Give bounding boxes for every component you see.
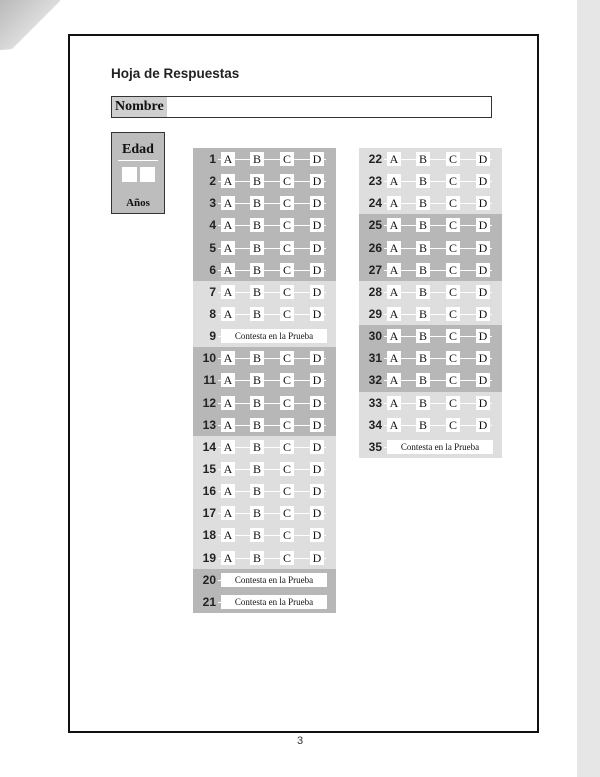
answer-option-c[interactable]: C (280, 484, 294, 498)
question-row (193, 237, 336, 259)
answer-option-c[interactable]: C (280, 351, 294, 365)
answer-option-d[interactable]: D (310, 462, 324, 476)
answer-option-b[interactable]: B (250, 152, 264, 166)
answer-option-b[interactable]: B (416, 396, 430, 410)
question-number: 2 (209, 174, 216, 189)
years-label: Años (126, 197, 150, 209)
answer-option-b[interactable]: B (416, 218, 430, 232)
question-row (193, 347, 336, 369)
answer-option-b[interactable]: B (250, 263, 264, 277)
question-number: 11 (203, 373, 216, 388)
answer-option-c[interactable]: C (280, 528, 294, 542)
answer-option-c[interactable]: C (446, 307, 460, 321)
question-row (193, 325, 336, 347)
question-row (359, 369, 502, 391)
answer-option-a[interactable]: A (221, 285, 235, 299)
question-row (193, 148, 336, 170)
answer-option-a[interactable]: A (387, 351, 401, 365)
answer-option-c[interactable]: C (446, 285, 460, 299)
answer-column-right (359, 148, 502, 458)
question-number: 35 (368, 439, 382, 454)
question-row (193, 591, 336, 613)
answer-option-d[interactable]: D (476, 329, 490, 343)
answer-option-b[interactable]: B (250, 551, 264, 565)
question-number: 26 (368, 240, 382, 255)
answer-option-d[interactable]: D (310, 263, 324, 277)
question-row (193, 214, 336, 236)
answer-option-c[interactable]: C (446, 196, 460, 210)
answer-option-b[interactable]: B (416, 418, 430, 432)
answer-option-a[interactable]: A (221, 551, 235, 565)
answer-option-c[interactable]: C (280, 551, 294, 565)
answer-option-b[interactable]: B (416, 373, 430, 387)
answer-option-a[interactable]: A (387, 196, 401, 210)
question-number: 8 (209, 306, 216, 321)
page-number: 3 (296, 735, 304, 747)
question-number: 20 (202, 572, 216, 587)
question-number: 12 (202, 395, 216, 410)
answer-option-c[interactable]: C (446, 218, 460, 232)
question-number: 23 (368, 174, 382, 189)
text-answer-label: Contesta en la Prueba (221, 573, 327, 587)
question-number: 14 (202, 439, 216, 454)
answer-option-c[interactable]: C (280, 263, 294, 277)
question-number: 5 (209, 240, 216, 255)
answer-option-c[interactable]: C (280, 396, 294, 410)
age-divider (118, 160, 158, 161)
question-number: 21 (202, 594, 216, 609)
answer-option-a[interactable]: A (221, 418, 235, 432)
answer-option-b[interactable]: B (250, 484, 264, 498)
answer-option-a[interactable]: A (387, 373, 401, 387)
answer-option-b[interactable]: B (416, 329, 430, 343)
answer-option-a[interactable]: A (221, 196, 235, 210)
answer-option-d[interactable]: D (310, 396, 324, 410)
answer-option-b[interactable]: B (250, 174, 264, 188)
answer-option-c[interactable]: C (446, 373, 460, 387)
question-number: 32 (368, 373, 382, 388)
question-number: 34 (368, 417, 382, 432)
answer-option-b[interactable]: B (250, 418, 264, 432)
answer-option-d[interactable]: D (476, 174, 490, 188)
answer-option-a[interactable]: A (221, 263, 235, 277)
answer-option-d[interactable]: D (310, 196, 324, 210)
answer-option-a[interactable]: A (221, 241, 235, 255)
answer-option-c[interactable]: C (446, 418, 460, 432)
question-number: 13 (202, 417, 216, 432)
question-row (193, 414, 336, 436)
answer-option-b[interactable]: B (250, 440, 264, 454)
question-row (193, 192, 336, 214)
answer-option-c[interactable]: C (280, 285, 294, 299)
question-number: 7 (209, 284, 216, 299)
question-number: 25 (368, 218, 382, 233)
question-row (359, 347, 502, 369)
answer-option-a[interactable]: A (221, 396, 235, 410)
question-row (359, 192, 502, 214)
answer-option-d[interactable]: D (310, 307, 324, 321)
answer-option-d[interactable]: D (310, 418, 324, 432)
question-row (193, 303, 336, 325)
question-number: 31 (368, 351, 382, 366)
answer-option-a[interactable]: A (387, 218, 401, 232)
name-label: Nombre (112, 97, 167, 117)
answer-option-d[interactable]: D (476, 351, 490, 365)
scrollbar-track[interactable] (577, 0, 600, 777)
answer-option-d[interactable]: D (310, 152, 324, 166)
answer-option-a[interactable]: A (387, 241, 401, 255)
answer-option-b[interactable]: B (416, 196, 430, 210)
answer-option-c[interactable]: C (280, 462, 294, 476)
question-row (193, 259, 336, 281)
question-row (193, 458, 336, 480)
answer-option-a[interactable]: A (387, 307, 401, 321)
answer-option-c[interactable]: C (280, 218, 294, 232)
answer-option-b[interactable]: B (250, 528, 264, 542)
answer-option-a[interactable]: A (221, 462, 235, 476)
answer-option-d[interactable]: D (476, 263, 490, 277)
question-number: 4 (209, 218, 216, 233)
text-answer-label: Contesta en la Prueba (221, 329, 327, 343)
answer-option-a[interactable]: A (221, 307, 235, 321)
answer-option-c[interactable]: C (446, 329, 460, 343)
answer-option-b[interactable]: B (416, 263, 430, 277)
answer-option-c[interactable]: C (280, 373, 294, 387)
text-answer-label: Contesta en la Prueba (221, 595, 327, 609)
answer-option-d[interactable]: D (310, 351, 324, 365)
question-row (193, 502, 336, 524)
question-number: 10 (202, 351, 216, 366)
answer-option-c[interactable]: C (280, 506, 294, 520)
answer-option-b[interactable]: B (250, 506, 264, 520)
answer-option-c[interactable]: C (446, 351, 460, 365)
answer-option-d[interactable]: D (310, 174, 324, 188)
question-row (359, 325, 502, 347)
question-number: 9 (209, 329, 216, 344)
answer-option-c[interactable]: C (446, 174, 460, 188)
answer-option-c[interactable]: C (446, 152, 460, 166)
answer-option-a[interactable]: A (221, 484, 235, 498)
answer-option-d[interactable]: D (476, 241, 490, 255)
question-row (359, 259, 502, 281)
question-row (359, 214, 502, 236)
answer-option-a[interactable]: A (387, 174, 401, 188)
question-number: 15 (202, 461, 216, 476)
answer-option-c[interactable]: C (446, 241, 460, 255)
question-row (193, 436, 336, 458)
answer-option-b[interactable]: B (416, 307, 430, 321)
answer-option-b[interactable]: B (416, 152, 430, 166)
answer-option-d[interactable]: D (476, 418, 490, 432)
question-number: 6 (209, 262, 216, 277)
answer-option-d[interactable]: D (310, 285, 324, 299)
question-row (193, 547, 336, 569)
text-answer-label: Contesta en la Prueba (387, 440, 493, 454)
answer-option-b[interactable]: B (250, 307, 264, 321)
answer-option-c[interactable]: C (280, 174, 294, 188)
question-number: 33 (368, 395, 382, 410)
age-digit-1-input[interactable] (122, 167, 137, 182)
answer-option-b[interactable]: B (416, 351, 430, 365)
question-row (193, 569, 336, 591)
answer-option-d[interactable]: D (476, 307, 490, 321)
question-row (359, 436, 502, 458)
question-row (359, 281, 502, 303)
name-field[interactable] (111, 96, 492, 118)
question-number: 17 (202, 506, 216, 521)
answer-option-d[interactable]: D (476, 373, 490, 387)
answer-option-c[interactable]: C (446, 263, 460, 277)
answer-option-b[interactable]: B (250, 285, 264, 299)
age-label: Edad (122, 142, 154, 157)
answer-option-c[interactable]: C (280, 440, 294, 454)
question-number: 3 (209, 196, 216, 211)
answer-option-b[interactable]: B (416, 241, 430, 255)
question-number: 30 (368, 329, 382, 344)
answer-option-c[interactable]: C (280, 418, 294, 432)
answer-option-b[interactable]: B (250, 196, 264, 210)
answer-option-d[interactable]: D (310, 218, 324, 232)
answer-option-d[interactable]: D (310, 528, 324, 542)
question-row (359, 148, 502, 170)
answer-option-d[interactable]: D (310, 373, 324, 387)
age-digit-2-input[interactable] (140, 167, 155, 182)
question-number: 16 (202, 484, 216, 499)
question-number: 1 (209, 152, 216, 166)
question-row (193, 281, 336, 303)
answer-option-b[interactable]: B (416, 174, 430, 188)
question-number: 29 (368, 306, 382, 321)
question-row (359, 414, 502, 436)
answer-option-b[interactable]: B (250, 462, 264, 476)
answer-option-d[interactable]: D (310, 551, 324, 565)
answer-option-d[interactable]: D (310, 484, 324, 498)
answer-option-a[interactable]: A (221, 373, 235, 387)
answer-option-a[interactable]: A (387, 418, 401, 432)
answer-option-a[interactable]: A (387, 263, 401, 277)
answer-option-a[interactable]: A (387, 396, 401, 410)
answer-option-d[interactable]: D (476, 218, 490, 232)
answer-option-a[interactable]: A (221, 528, 235, 542)
answer-option-a[interactable]: A (221, 152, 235, 166)
answer-option-a[interactable]: A (221, 440, 235, 454)
page-curl-decoration (0, 0, 60, 50)
answer-option-c[interactable]: C (280, 307, 294, 321)
answer-column-left (193, 148, 336, 613)
answer-option-d[interactable]: D (476, 285, 490, 299)
question-row (193, 170, 336, 192)
answer-option-c[interactable]: C (280, 152, 294, 166)
answer-option-b[interactable]: B (250, 396, 264, 410)
answer-option-d[interactable]: D (476, 396, 490, 410)
answer-option-d[interactable]: D (310, 241, 324, 255)
question-row (193, 524, 336, 546)
answer-option-c[interactable]: C (280, 196, 294, 210)
answer-option-a[interactable]: A (387, 152, 401, 166)
question-row (359, 237, 502, 259)
answer-option-a[interactable]: A (221, 174, 235, 188)
answer-option-d[interactable]: D (476, 152, 490, 166)
question-row (193, 392, 336, 414)
question-row (193, 480, 336, 502)
question-number: 28 (368, 284, 382, 299)
answer-option-a[interactable]: A (221, 351, 235, 365)
answer-option-b[interactable]: B (250, 373, 264, 387)
question-row (193, 369, 336, 391)
answer-option-c[interactable]: C (280, 241, 294, 255)
question-number: 22 (368, 152, 382, 166)
answer-option-a[interactable]: A (387, 285, 401, 299)
question-row (359, 303, 502, 325)
answer-option-a[interactable]: A (221, 506, 235, 520)
question-number: 18 (202, 528, 216, 543)
answer-option-d[interactable]: D (310, 506, 324, 520)
age-box (111, 132, 165, 214)
question-row (359, 392, 502, 414)
answer-option-a[interactable]: A (221, 218, 235, 232)
answer-option-c[interactable]: C (446, 396, 460, 410)
sheet-title: Hoja de Respuestas (111, 66, 240, 81)
question-number: 27 (368, 262, 382, 277)
question-row (359, 170, 502, 192)
answer-option-b[interactable]: B (250, 218, 264, 232)
question-number: 24 (368, 196, 382, 211)
answer-option-b[interactable]: B (416, 285, 430, 299)
question-number: 19 (202, 550, 216, 565)
answer-option-b[interactable]: B (250, 351, 264, 365)
answer-option-b[interactable]: B (250, 241, 264, 255)
answer-option-d[interactable]: D (310, 440, 324, 454)
answer-option-a[interactable]: A (387, 329, 401, 343)
answer-option-d[interactable]: D (476, 196, 490, 210)
